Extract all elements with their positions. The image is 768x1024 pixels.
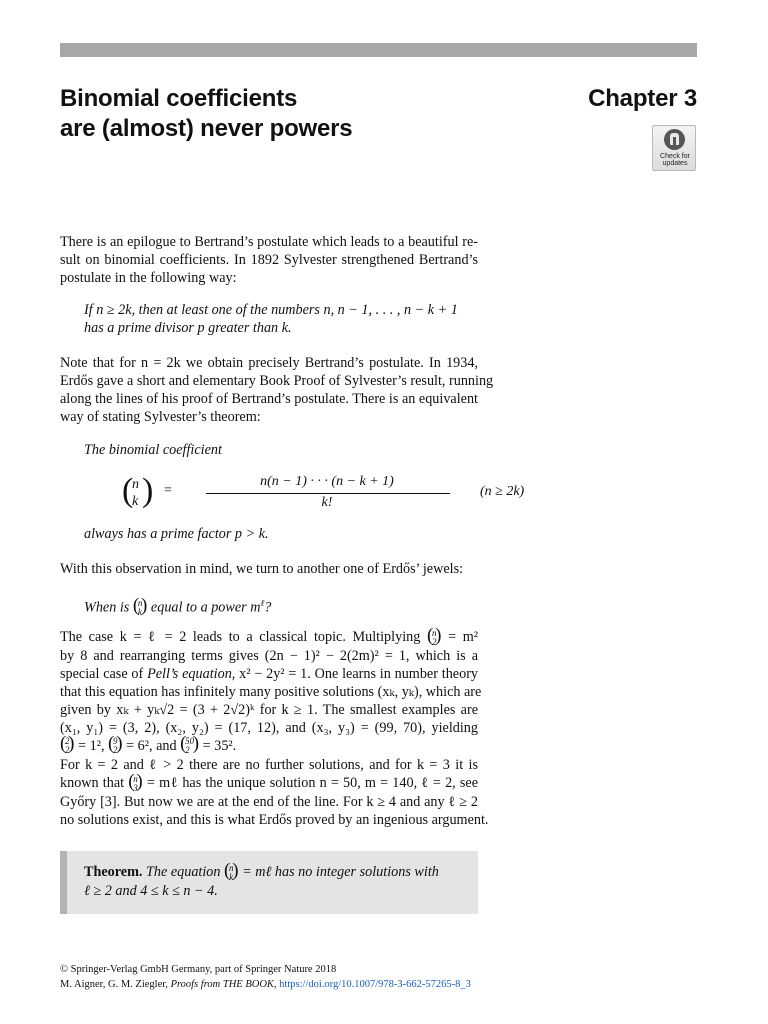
text-line: There is an epilogue to Bertrand’s postulate which leads to a beautiful re-: [60, 234, 478, 250]
binomial-symbol: ( n k ): [225, 864, 238, 882]
text-line: given by xₖ + yₖ√2 = (3 + 2√2)ᵏ for k ≥ 1. The smallest examples are: [60, 701, 478, 718]
text-line: way of stating Sylvester’s theorem:: [60, 409, 261, 425]
fraction-denominator: k!: [321, 495, 333, 510]
theorem-box: [60, 851, 478, 914]
binomial-symbol: ( n 2 ): [428, 629, 441, 647]
binomial-symbol: ( n k ): [122, 472, 154, 509]
further-paragraph: [60, 756, 489, 829]
question-line: When is ( n k ) equal to a power $m^\ell$?: [84, 594, 384, 617]
text-line: ( 2 2 ) = 1², ( 9 2 ) = 6², and ( 50 2 ) = 35².: [60, 737, 478, 756]
citation-line: M. Aigner, G. M. Ziegler, Proofs from THE BOOK, https://doi.org/10.1007/978-3-662-57265-8_3: [60, 979, 471, 990]
copyright-line: © Springer-Verlag GmbH Germany, part of Springer Nature 2018: [60, 964, 337, 975]
binom-intro: The binomial coefficient: [84, 442, 222, 458]
binomial-formula: [122, 472, 525, 512]
text-line: that this equation has infinitely many positive solutions (xₖ, yₖ), which are: [60, 683, 482, 700]
text-line: Note that for n = 2k we obtain precisely Bertrand’s postulate. In 1934,: [60, 355, 478, 371]
text-line: For k = 2 and ℓ > 2 there are no further solutions, and for k = 3 it is: [60, 757, 478, 773]
text-line: Győry [3]. But now we are at the end of the line. For k ≥ 4 and any ℓ ≥ 2: [60, 793, 478, 810]
text-line: special case of Pell’s equation, x² − 2y² = 1. One learns in number theory: [60, 665, 479, 682]
text-line: Erdős gave a short and elementary Book Proof of Sylvester’s result, running: [60, 373, 494, 389]
text-line: known that ( n 3 ) = mℓ has the unique solution n = 50, m = 140, ℓ = 2, see: [60, 774, 478, 793]
text-line: The case k = ℓ = 2 leads to a classical topic. Multiplying ( n 2 ) = m²: [60, 628, 478, 647]
title-line-2: are (almost) never powers: [60, 115, 353, 142]
binomial-symbol: ( n 3 ): [129, 775, 142, 793]
fraction-bar: [206, 493, 450, 494]
text-line: has a prime divisor p greater than k.: [84, 320, 292, 336]
observation-line: With this observation in mind, we turn to another one of Erdős’ jewels:: [60, 561, 464, 577]
chapter-title: [60, 84, 352, 144]
text-line: by 8 and rearranging terms gives (2n − 1)² − 2(2m)² = 1, which is a: [60, 647, 478, 664]
text-line: no solutions exist, and this is what Erdős proved by an ingenious argument.: [60, 811, 489, 828]
case-paragraph: [60, 627, 482, 756]
doi-link[interactable]: https://doi.org/10.1007/978-3-662-57265-8_3: [279, 979, 471, 990]
text-line: postulate in the following way:: [60, 270, 237, 286]
header-rule: [60, 43, 697, 57]
binomial-symbol: ( 2 2 ): [61, 737, 74, 755]
theorem-rule: [60, 851, 67, 914]
binomial-symbol: ( 50 2 ): [181, 737, 198, 755]
binomial-symbol: ( n k ): [134, 599, 147, 617]
intro-paragraph: [60, 233, 478, 287]
text-line: If n ≥ 2k, then at least one of the numbers n, n − 1, . . . , n − k + 1: [84, 302, 458, 318]
crossmark-icon: [664, 129, 685, 150]
title-line-1: Binomial coefficients: [60, 85, 298, 112]
sylvester-statement: [84, 301, 484, 337]
check-for-updates-badge[interactable]: [652, 125, 696, 171]
binomial-symbol: ( 9 2 ): [109, 737, 122, 755]
theorem-statement: Theorem. The equation ( n k ) = mℓ has no integer solutions with ℓ ≥ 2 and 4 ≤ k ≤ n − 4.: [84, 863, 466, 901]
theorem-label: Theorem.: [84, 864, 143, 880]
badge-label: Check for updates: [660, 153, 690, 167]
note-paragraph: [60, 354, 494, 426]
text-line: along the lines of his proof of Bertrand’s postulate. There is an equivalent: [60, 391, 478, 407]
text-line: sult on binomial coefficients. In 1892 Sylvester strengthened Bertrand’s: [60, 252, 478, 268]
page-footer: [60, 962, 471, 992]
chapter-number: Chapter 3: [588, 85, 697, 112]
equation-condition: (n ≥ 2k): [480, 484, 525, 499]
binom-outro: always has a prime factor p > k.: [84, 526, 269, 542]
text-line: (x₁, y₁) = (3, 2), (x₂, y₂) = (17, 12), and (x₃, y₃) = (99, 70), yielding: [60, 719, 478, 736]
fraction-numerator: n(n − 1) · · · (n − k + 1): [260, 474, 394, 489]
equals-sign: =: [164, 483, 172, 498]
